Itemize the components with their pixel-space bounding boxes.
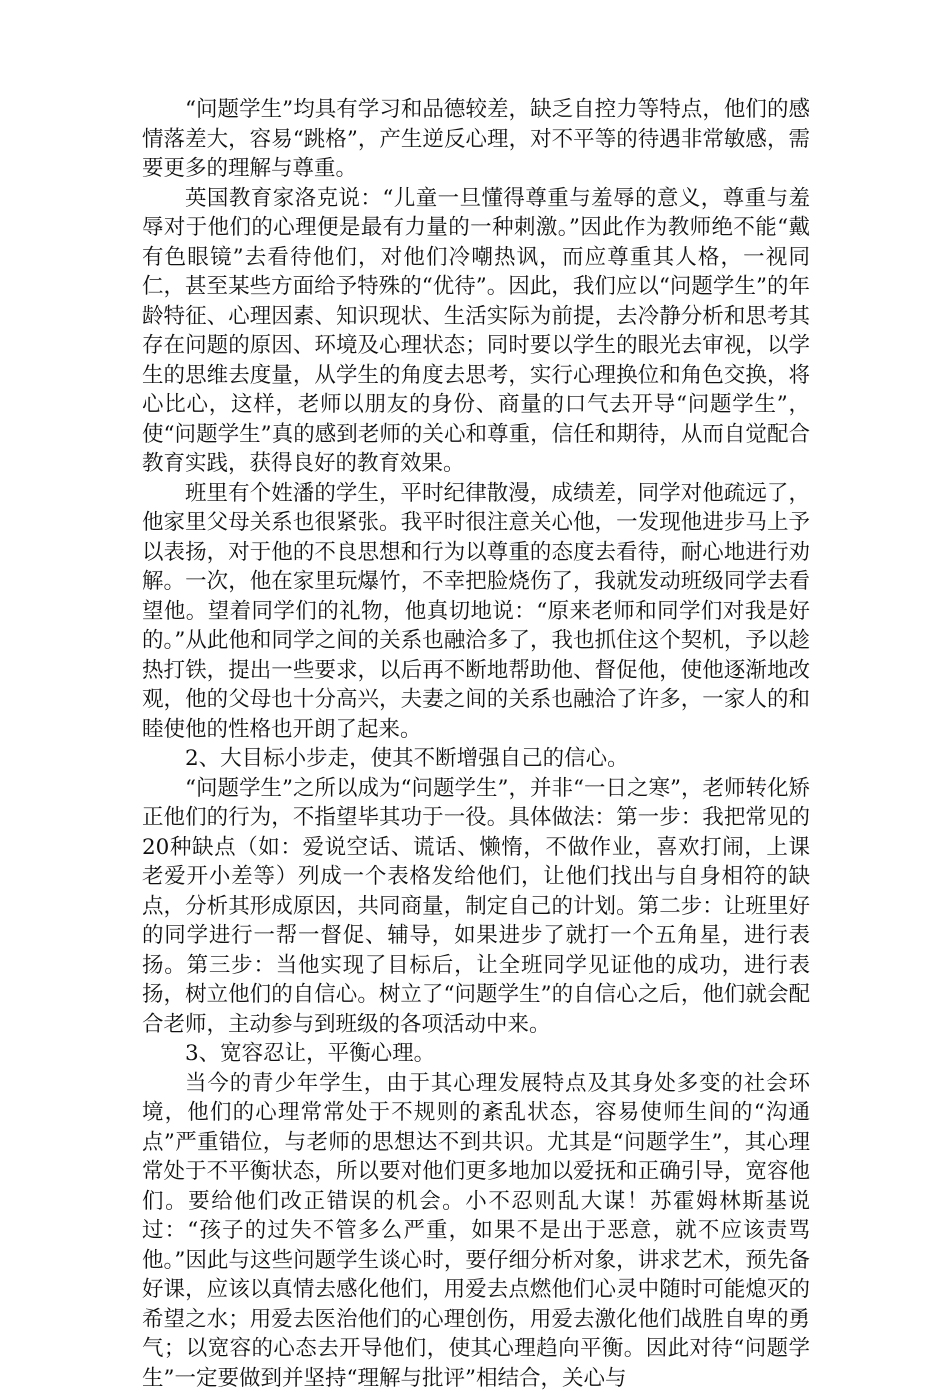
section-heading-2: 2、大目标小步走，使其不断增强自己的信心。: [142, 744, 810, 774]
paragraph-2: 英国教育家洛克说：“儿童一旦懂得尊重与羞辱的意义，尊重与羞辱对于他们的心理便是最有力量的一种刺激。”因此作为教师绝不能“戴有色眼镜”去看待他们，对他们冷嘲热讽，而应尊重其人格，一视同仁，甚至某些方面给予特殊的“优待”。因此，我们应以“问题学生”的年龄特征、心理因素、知识现状、生活实际为前提，去冷静分析和思考其存在问题的原因、环境及心理状态；同时要以学生的眼光去审视，以学生的思维去度量，从学生的角度去思考，实行心理换位和角色交换，将心比心，这样，老师以朋友的身份、商量的口气去开导“问题学生”，使“问题学生”真的感到老师的关心和尊重，信任和期待，从而自觉配合教育实践，获得良好的教育效果。: [142, 184, 810, 479]
section-heading-3: 3、宽容忍让，平衡心理。: [142, 1039, 810, 1069]
document-body: [142, 95, 810, 1393]
paragraph-1: “问题学生”均具有学习和品德较差，缺乏自控力等特点，他们的感情落差大，容易“跳格”，产生逆反心理，对不平等的待遇非常敏感，需要更多的理解与尊重。: [142, 95, 810, 184]
paragraph-3: 班里有个姓潘的学生，平时纪律散漫，成绩差，同学对他疏远了，他家里父母关系也很紧张。我平时很注意关心他，一发现他进步马上予以表扬，对于他的不良思想和行为以尊重的态度去看待，耐心地进行劝解。一次，他在家里玩爆竹，不幸把脸烧伤了，我就发动班级同学去看望他。望着同学们的礼物，他真切地说：“原来老师和同学们对我是好的。”从此他和同学之间的关系也融洽多了，我也抓住这个契机，予以趁热打铁，提出一些要求，以后再不断地帮助他、督促他，使他逐渐地改观，他的父母也十分高兴，夫妻之间的关系也融洽了许多，一家人的和睦使他的性格也开朗了起来。: [142, 479, 810, 745]
paragraph-5: 当今的青少年学生，由于其心理发展特点及其身处多变的社会环境，他们的心理常常处于不规则的紊乱状态，容易使师生间的“沟通点”严重错位，与老师的思想达不到共识。尤其是“问题学生”，其心理常处于不平衡状态，所以要对他们更多地加以爱抚和正确引导，宽容他们。要给他们改正错误的机会。小不忍则乱大谋！苏霍姆林斯基说过：“孩子的过失不管多么严重，如果不是出于恶意，就不应该责骂他。”因此与这些问题学生谈心时，要仔细分析对象，讲求艺术，预先备好课，应该以真情去感化他们，用爱去点燃他们心灵中随时可能熄灭的希望之水；用爱去医治他们的心理创伤，用爱去激化他们战胜自卑的勇气；以宽容的心态去开导他们，使其心理趋向平衡。因此对待“问题学生”一定要做到并坚持“理解与批评”相结合，关心与: [142, 1069, 810, 1393]
paragraph-4: “问题学生”之所以成为“问题学生”，并非“一日之寒”，老师转化矫正他们的行为，不指望毕其功于一役。具体做法：第一步：我把常见的20种缺点（如：爱说空话、谎话、懒惰，不做作业，喜欢打闹，上课老爱开小差等）列成一个表格发给他们，让他们找出与自身相符的缺点，分析其形成原因，共同商量，制定自己的计划。第二步：让班里好的同学进行一帮一督促、辅导，如果进步了就打一个五角星，进行表扬。第三步：当他实现了目标后，让全班同学见证他的成功，进行表扬，树立他们的自信心。树立了“问题学生”的自信心之后，他们就会配合老师，主动参与到班级的各项活动中来。: [142, 774, 810, 1040]
